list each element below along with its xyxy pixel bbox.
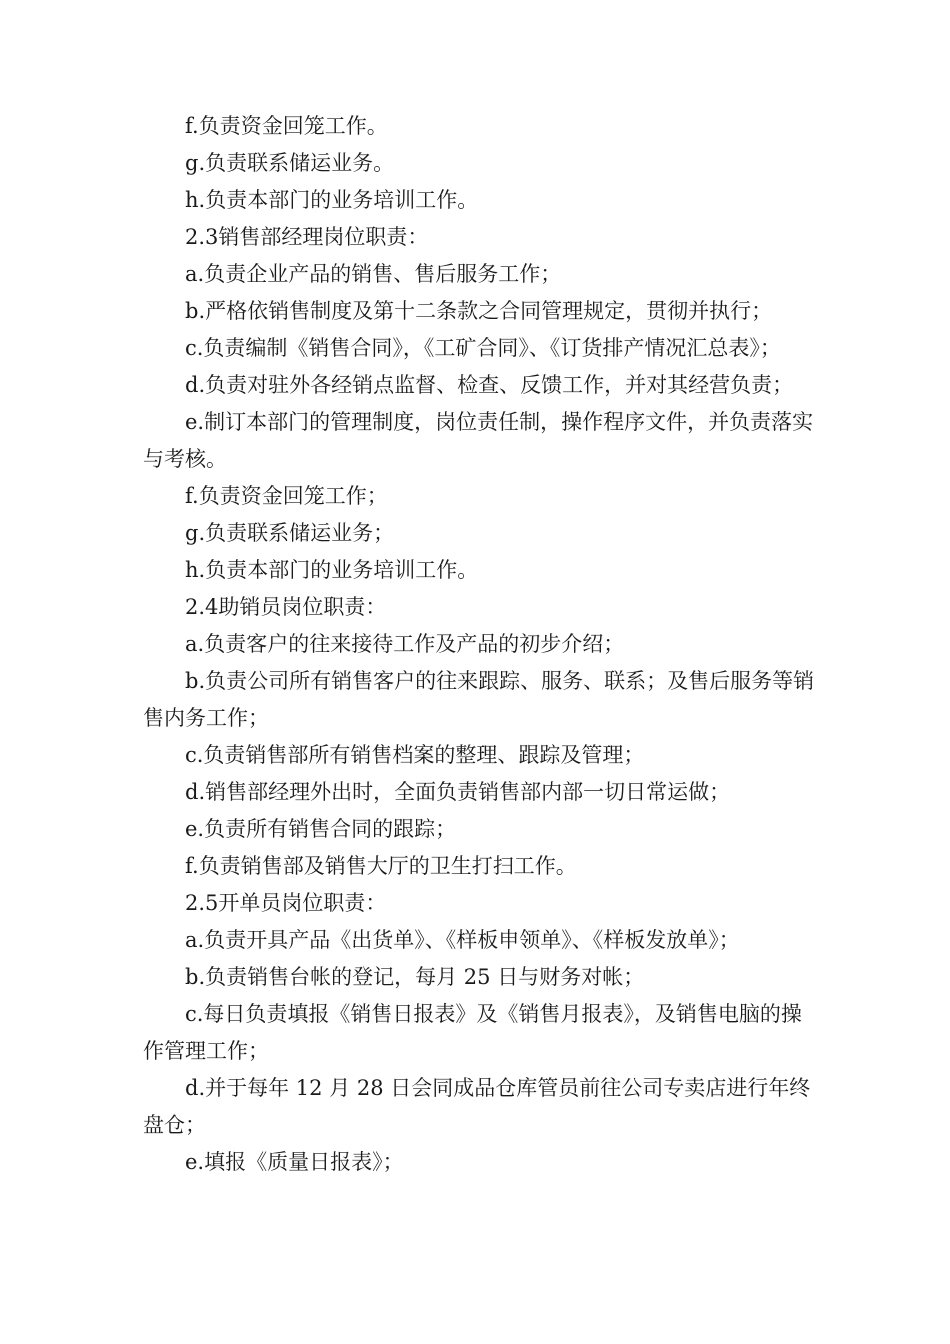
paragraph: a.负责企业产品的销售、售后服务工作； bbox=[185, 262, 562, 286]
paragraph: e.负责所有销售合同的跟踪； bbox=[185, 817, 457, 841]
section-heading: 2.3销售部经理岗位职责： bbox=[185, 225, 429, 249]
section-heading: 2.4助销员岗位职责： bbox=[185, 595, 387, 619]
paragraph: d.负责对驻外各经销点监督、检查、反馈工作，并对其经营负责； bbox=[185, 373, 794, 397]
paragraph: b.负责公司所有销售客户的往来跟踪、服务、联系；及售后服务等销售内务工作； bbox=[143, 669, 815, 730]
paragraph: d.并于每年 12 月 28 日会同成品仓库管员前往公司专卖店进行年终盘仓； bbox=[143, 1076, 811, 1137]
document-body bbox=[143, 108, 818, 1181]
paragraph: f.负责销售部及销售大厅的卫生打扫工作。 bbox=[185, 854, 577, 878]
paragraph: d.销售部经理外出时，全面负责销售部内部一切日常运做； bbox=[185, 780, 731, 804]
paragraph: c.负责编制《销售合同》，《工矿合同》、《订货排产情况汇总表》； bbox=[185, 336, 781, 360]
paragraph: h.负责本部门的业务培训工作。 bbox=[185, 188, 479, 212]
paragraph: b.严格依销售制度及第十二条款之合同管理规定，贯彻并执行； bbox=[185, 299, 773, 323]
paragraph: g.负责联系储运业务。 bbox=[185, 151, 395, 175]
paragraph: f.负责资金回笼工作。 bbox=[185, 114, 388, 138]
section-heading: 2.5开单员岗位职责： bbox=[185, 891, 387, 915]
paragraph: c.负责销售部所有销售档案的整理、跟踪及管理； bbox=[185, 743, 645, 767]
paragraph: a.负责开具产品《出货单》、《样板申领单》、《样板发放单》； bbox=[185, 928, 740, 952]
paragraph: e.制订本部门的管理制度，岗位责任制，操作程序文件，并负责落实与考核。 bbox=[143, 410, 814, 471]
paragraph: b.负责销售台帐的登记，每月 25 日与财务对帐； bbox=[185, 965, 645, 989]
paragraph: f.负责资金回笼工作； bbox=[185, 484, 388, 508]
paragraph: e.填报《质量日报表》； bbox=[185, 1150, 404, 1174]
paragraph: g.负责联系储运业务； bbox=[185, 521, 395, 545]
paragraph: a.负责客户的往来接待工作及产品的初步介绍； bbox=[185, 632, 625, 656]
paragraph: c.每日负责填报《销售日报表》及《销售月报表》，及销售电脑的操作管理工作； bbox=[143, 1002, 802, 1063]
paragraph: h.负责本部门的业务培训工作。 bbox=[185, 558, 479, 582]
